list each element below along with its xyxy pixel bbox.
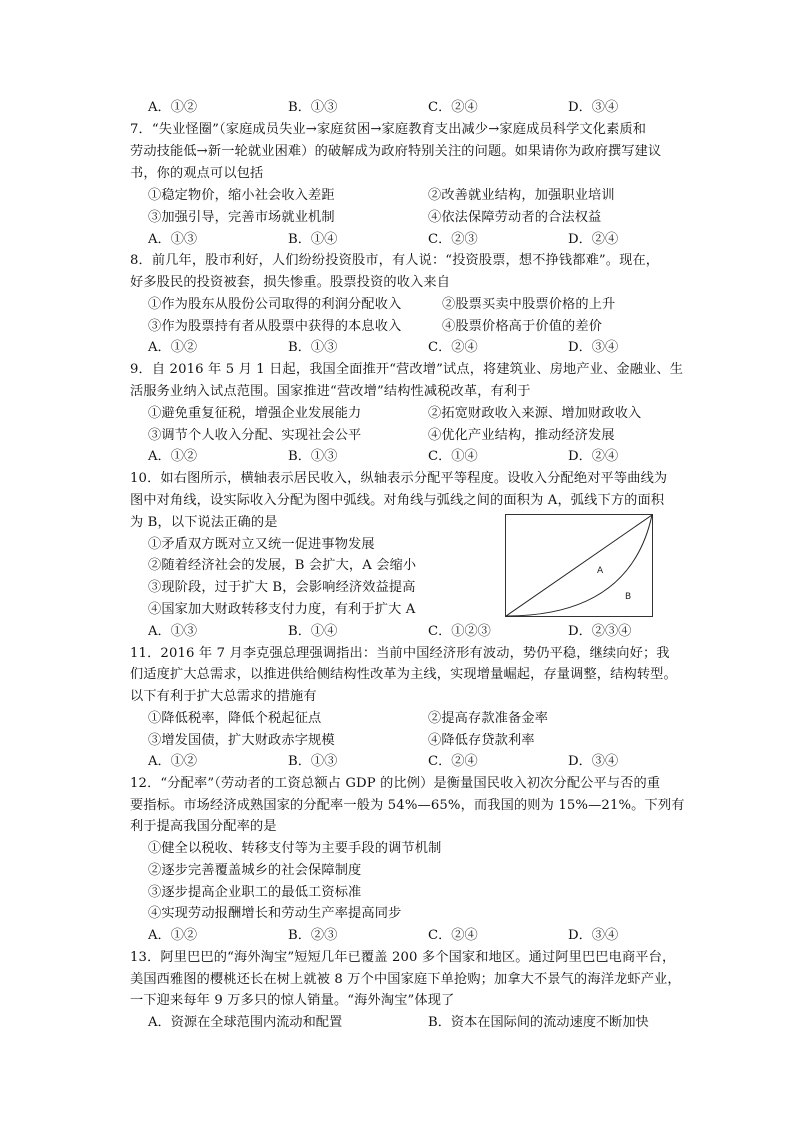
q12-option-a[interactable]: A．①② xyxy=(148,928,198,943)
q7-option-b[interactable]: B．①④ xyxy=(288,232,338,247)
q9-stem-line-2: 活服务业纳入试点范围。国家推进“营改增”结构性减税改革，有利于 xyxy=(130,384,531,399)
q9-option-a[interactable]: A．①② xyxy=(148,449,198,464)
q9-item-3: ③调节个人收入分配、实现社会公平 xyxy=(148,428,362,443)
q6-option-c[interactable]: C．②④ xyxy=(428,100,478,115)
q10-option-b[interactable]: B．①④ xyxy=(288,624,338,639)
q12-option-d[interactable]: D．③④ xyxy=(568,928,619,943)
q9-item-4: ④优化产业结构，推动经济发展 xyxy=(428,428,615,443)
q7-item-2: ②改善就业结构，加强职业培训 xyxy=(428,188,615,203)
q7-stem-line-2: 劳动技能低→新一轮就业困难）的破解成为政府特别关注的问题。如果请你为政府撰写建议 xyxy=(130,144,662,159)
q10-item-1: ①矛盾双方既对立又统一促进事物发展 xyxy=(148,537,375,552)
q10-stem-line-1: 10．如右图所示，横轴表示居民收入，纵轴表示分配平等程度。设收入分配绝对平等曲线为 xyxy=(130,471,668,486)
q10-stem-line-2: 图中对角线，设实际收入分配为图中弧线。对角线与弧线之间的面积为 A，弧线下方的面积 xyxy=(130,493,665,508)
q10-option-a[interactable]: A．①③ xyxy=(148,624,198,639)
area-label-b: B xyxy=(625,592,632,602)
q11-item-3: ③增发国债，扩大财政赤字规模 xyxy=(148,733,335,748)
q9-item-2: ②拓宽财政收入来源、增加财政收入 xyxy=(428,406,642,421)
q11-option-a[interactable]: A．①② xyxy=(148,754,198,769)
q10-item-4: ④国家加大财政转移支付力度，有利于扩大 A xyxy=(148,602,416,617)
q7-item-4: ④依法保障劳动者的合法权益 xyxy=(428,210,602,225)
lorenz-curve-figure xyxy=(505,514,653,617)
q10-option-d[interactable]: D．②③④ xyxy=(568,624,632,639)
q9-stem-line-1: 9．自 2016 年 5 月 1 日起，我国全面推开“营改增”试点，将建筑业、房地产业、金融业、生 xyxy=(130,362,684,377)
q8-stem-line-1: 8．前几年，股市利好，人们纷纷投资股市，有人说：“投资股票，想不挣钱都难”。现在， xyxy=(130,253,660,268)
q10-item-2: ②随着经济社会的发展，B 会扩大，A 会缩小 xyxy=(148,558,417,573)
q7-item-3: ③加强引导，完善市场就业机制 xyxy=(148,210,335,225)
q12-stem-line-3: 利于提高我国分配率的是 xyxy=(130,819,277,834)
q8-option-a[interactable]: A．①② xyxy=(148,340,198,355)
q12-option-c[interactable]: C．②④ xyxy=(428,928,478,943)
q9-option-d[interactable]: D．②④ xyxy=(568,449,619,464)
q8-option-d[interactable]: D．③④ xyxy=(568,340,619,355)
q8-item-4: ④股票价格高于价值的差价 xyxy=(442,319,603,334)
q7-option-a[interactable]: A．①③ xyxy=(148,232,198,247)
q13-stem-line-1: 13．阿里巴巴的“海外淘宝”短短几年已覆盖 200 多个国家和地区。通过阿里巴巴电商平台， xyxy=(130,950,676,965)
q10-stem-line-3: 为 B，以下说法正确的是 xyxy=(130,515,278,530)
q7-item-1: ①稳定物价，缩小社会收入差距 xyxy=(148,188,335,203)
q9-item-1: ①避免重复征税，增强企业发展能力 xyxy=(148,406,362,421)
area-label-a: A xyxy=(597,566,604,576)
q7-stem-line-3: 书，你的观点可以包括 xyxy=(130,166,264,181)
q6-option-d[interactable]: D．③④ xyxy=(568,100,619,115)
q12-stem-line-1: 12．“分配率”（劳动者的工资总额占 GDP 的比例）是衡量国民收入初次分配公平与否的重 xyxy=(130,776,661,791)
q10-item-3: ③现阶段，过于扩大 B，会影响经济效益提高 xyxy=(148,580,416,595)
q11-option-b[interactable]: B．①③ xyxy=(288,754,338,769)
q9-option-b[interactable]: B．①③ xyxy=(288,449,338,464)
q7-option-d[interactable]: D．②④ xyxy=(568,232,619,247)
q7-stem-line-1: 7．“失业怪圈”（家庭成员失业→家庭贫困→家庭教育支出减少→家庭成员科学文化素质和 xyxy=(130,122,647,137)
q11-item-1: ①降低税率，降低个税起征点 xyxy=(148,711,322,726)
q7-option-c[interactable]: C．②③ xyxy=(428,232,478,247)
q8-option-b[interactable]: B．①③ xyxy=(288,340,338,355)
q11-item-2: ②提高存款准备金率 xyxy=(428,711,549,726)
q12-item-4: ④实现劳动报酬增长和劳动生产率提高同步 xyxy=(148,906,402,921)
q11-option-c[interactable]: C．②④ xyxy=(428,754,478,769)
q12-stem-line-2: 要指标。市场经济成熟国家的分配率一般为 54%—65%，而我国的则为 15%—21%。下列有 xyxy=(130,798,685,813)
q6-option-b[interactable]: B．①③ xyxy=(288,100,338,115)
q11-option-d[interactable]: D．③④ xyxy=(568,754,619,769)
q12-item-1: ①健全以税收、转移支付等为主要手段的调节机制 xyxy=(148,841,442,856)
q13-stem-line-2: 美国西雅图的樱桃还长在树上就被 8 万个中国家庭下单抢购；加拿大不景气的海洋龙虾产业， xyxy=(130,972,681,987)
q8-option-c[interactable]: C．②④ xyxy=(428,340,478,355)
q9-option-c[interactable]: C．①④ xyxy=(428,449,478,464)
q8-stem-line-2: 好多股民的投资被套，损失惨重。股票投资的收入来自 xyxy=(130,275,451,290)
q13-stem-line-3: 一下迎来每年 9 万多只的惊人销量。“海外淘宝”体现了 xyxy=(130,993,455,1008)
q11-stem-line-3: 以下有利于扩大总需求的措施有 xyxy=(130,689,317,704)
q11-item-4: ④降低存贷款利率 xyxy=(428,733,535,748)
q10-option-c[interactable]: C．①②③ xyxy=(428,624,491,639)
q13-option-b[interactable]: B．资本在国际间的流动速度不断加快 xyxy=(428,1015,649,1030)
q8-item-2: ②股票买卖中股票价格的上升 xyxy=(442,297,616,312)
q8-item-3: ③作为股票持有者从股票中获得的本息收入 xyxy=(148,319,402,334)
q11-stem-line-1: 11．2016 年 7 月李克强总理强调指出：当前中国经济形有波动，势仍平稳，继续向好；我 xyxy=(130,646,670,661)
q8-item-1: ①作为股东从股份公司取得的利润分配收入 xyxy=(148,297,402,312)
q11-stem-line-2: 们适度扩大总需求，以推进供给侧结构性改革为主线，实现增量崛起，存量调整，结构转型。 xyxy=(130,667,677,682)
q6-option-a[interactable]: A．①② xyxy=(148,100,198,115)
q12-option-b[interactable]: B．②③ xyxy=(288,928,338,943)
q12-item-3: ③逐步提高企业职工的最低工资标准 xyxy=(148,885,362,900)
q13-option-a[interactable]: A．资源在全球范围内流动和配置 xyxy=(148,1015,343,1030)
q12-item-2: ②逐步完善覆盖城乡的社会保障制度 xyxy=(148,863,362,878)
